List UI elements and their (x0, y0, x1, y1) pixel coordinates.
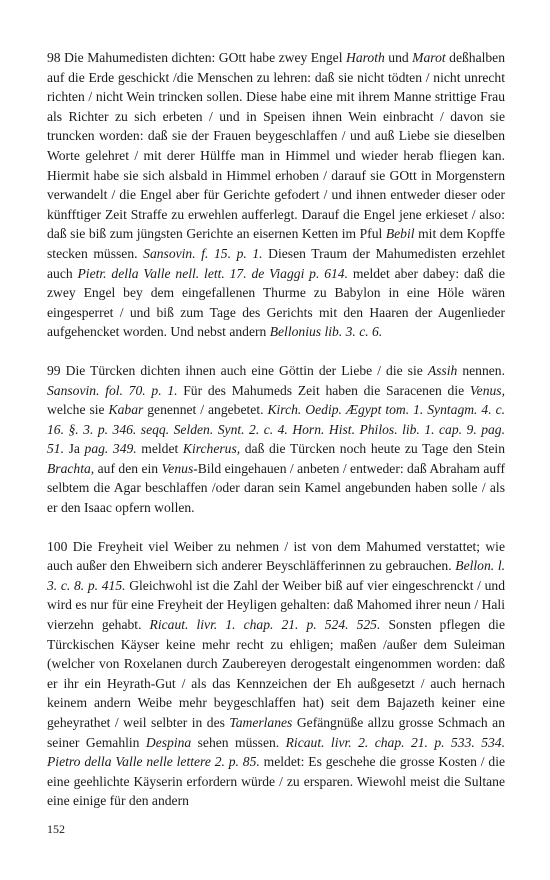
italic-citation: Assih (427, 362, 458, 378)
text-run: Gefängnüße allzu grosse Schmach an seiner Gemahlin (47, 715, 506, 750)
page-number: 152 (47, 822, 65, 836)
text-run: meldet: Es geschehe die grosse Kosten / die eine geehlichte Käyserin erfordern würde / zu ersparen. Wiewohl meist die Sultane eine einige für den andern (47, 754, 505, 809)
text-run: genennet / angebetet. (143, 402, 268, 418)
page-body (47, 48, 505, 811)
text-run: meldet aber dabey: daß die zwey Engel bey dem eingefallenen Thurme zu Babylon in eine Höle wären eingesperret / und biß zum Tage des Gerichts mit den Haaren der Augenlieder aufgehencket worden. Und nebst andern (47, 265, 506, 340)
text-run: welche sie (47, 402, 109, 418)
italic-citation: Ricaut. livr. 1. chap. 21. p. 524. 525. (149, 617, 381, 633)
italic-citation: Pietr. della Valle nell. lett. 17. de Viaggi p. 614. (77, 265, 348, 281)
text-run: und (384, 50, 413, 65)
italic-citation: Bellonius lib. 3. c. 6. (269, 324, 383, 340)
text-run: auf den ein (94, 460, 162, 476)
italic-citation: Kircherus, (182, 441, 241, 457)
italic-citation: Brachta, (47, 460, 95, 476)
text-run: Gleichwohl ist die Zahl der Weiber biß auf vier eingeschrenckt / und wird es nur für eine Freyheit der Heyligen gehalten: daß Mahomed ihrer neun / Hali vierzehn gehabt. (47, 577, 505, 633)
text-run: Sonsten pflegen die Türckischen Käyser keine mehr recht zu ehligen; maßen /außer dem Suleiman (welcher von Roxelanen durch Zaubereyen derogestalt eingenommen worden: daß er ihr ein Heyrath-Gut / als das Kennzeichen der Eh außgesetzt / auch hernach keinem andern Weibe mehr beygeschlaffen hat) seit dem Bajazeth keiner eine geheyrathet / weil selbter in des (47, 617, 505, 730)
text-run: meldet (136, 441, 183, 457)
italic-citation: Ricaut. livr. 2. chap. 21. p. 533. 534. Pietro della Valle nelle lettere 2. p. 85. (47, 734, 505, 770)
italic-citation: Haroth (346, 50, 385, 65)
text-run: nennen. (457, 362, 505, 378)
italic-citation: Kirch. Oedip. Ægypt tom. 1. Syntagm. 4. c. 16. §. 3. p. 346. seqq. Selden. Synt. 2. c. 4. Horn. Hist. Philos. lib. 1. cap. 9. pag. 51. (47, 402, 506, 457)
italic-citation: Venus, (469, 382, 505, 398)
italic-citation: Bellon. l. 3. c. 8. p. 415. (47, 558, 505, 593)
text-run: 98 Die Mahumedisten dichten: GOtt habe zwey Engel (47, 50, 346, 65)
text-run: Für des Mahumeds Zeit haben die Saracenen die (177, 382, 470, 398)
note-98 (47, 48, 505, 342)
italic-citation: Kabar (108, 402, 144, 418)
text-run: Ja (64, 441, 85, 457)
italic-citation: Tamerlanes (229, 715, 293, 730)
italic-citation: pag. 349. (84, 441, 137, 457)
text-run: 99 Die Türcken dichten ihnen auch eine Göttin der Liebe / die sie (47, 362, 428, 378)
text-run: -Bild eingehauen / anbeten / entweder: daß Abraham auff selbtem die Agar beschlaffen /oder daran sein Kamel angebunden haben solle / als er den Isaac opfern wollen. (47, 460, 505, 516)
italic-citation: Sansovin. f. 15. p. 1. (143, 245, 263, 261)
text-run: daß die Türcken noch heute zu Tage den Stein (240, 441, 505, 457)
note-99 (47, 361, 505, 518)
note-100 (47, 537, 505, 811)
italic-citation: Marot (412, 50, 446, 65)
text-run: sehen müssen. (191, 734, 286, 750)
text-run: 100 Die Freyheit viel Weiber zu nehmen / ist von dem Mahumed verstattet; wie auch außer den Ehweibern sich anderer Beyschläfferinnen zu gebrauchen. (47, 538, 505, 574)
text-run: Diesen Traum der Mahumedisten erzehlet auch (47, 245, 505, 281)
italic-citation: Bebil (385, 226, 415, 242)
italic-citation: Sansovin. fol. 70. p. 1. (47, 382, 178, 398)
italic-citation: Venus (161, 460, 194, 476)
text-run: deßhalben auf die Erde geschickt /die Menschen zu lehren: daß sie nicht tödten / nicht unrecht richten / nicht Wein trincken sollen. Diese habe eine mit ihrem Manne strittige Frau als Richter zu sich erbeten / und in Speisen ihnen Wein einbracht / davon sie truncken worden: daß sie der Frauen beygeschlaffen / und auß Liebe sie dieselben Worte gelehret / mit derer Hülffe man in Himmel und wieder herab fliegen kan. Hiermit habe sie sich alsbald in Himmel erhoben / darauf sie GOtt in Morgenstern verwandelt / die Engel aber für Gerichte gefodert / und ihnen entweder dieser oder künfftiger Zeit Straffe zu erwehlen aufferlegt. Darauf die Engel jene erkieset / also: daß sie biß zum jüngsten Gerichte an eisernen Ketten im Pful (47, 50, 506, 242)
text-run: mit dem Kopffe stecken müssen. (47, 226, 505, 261)
italic-citation: Despina (145, 734, 192, 750)
